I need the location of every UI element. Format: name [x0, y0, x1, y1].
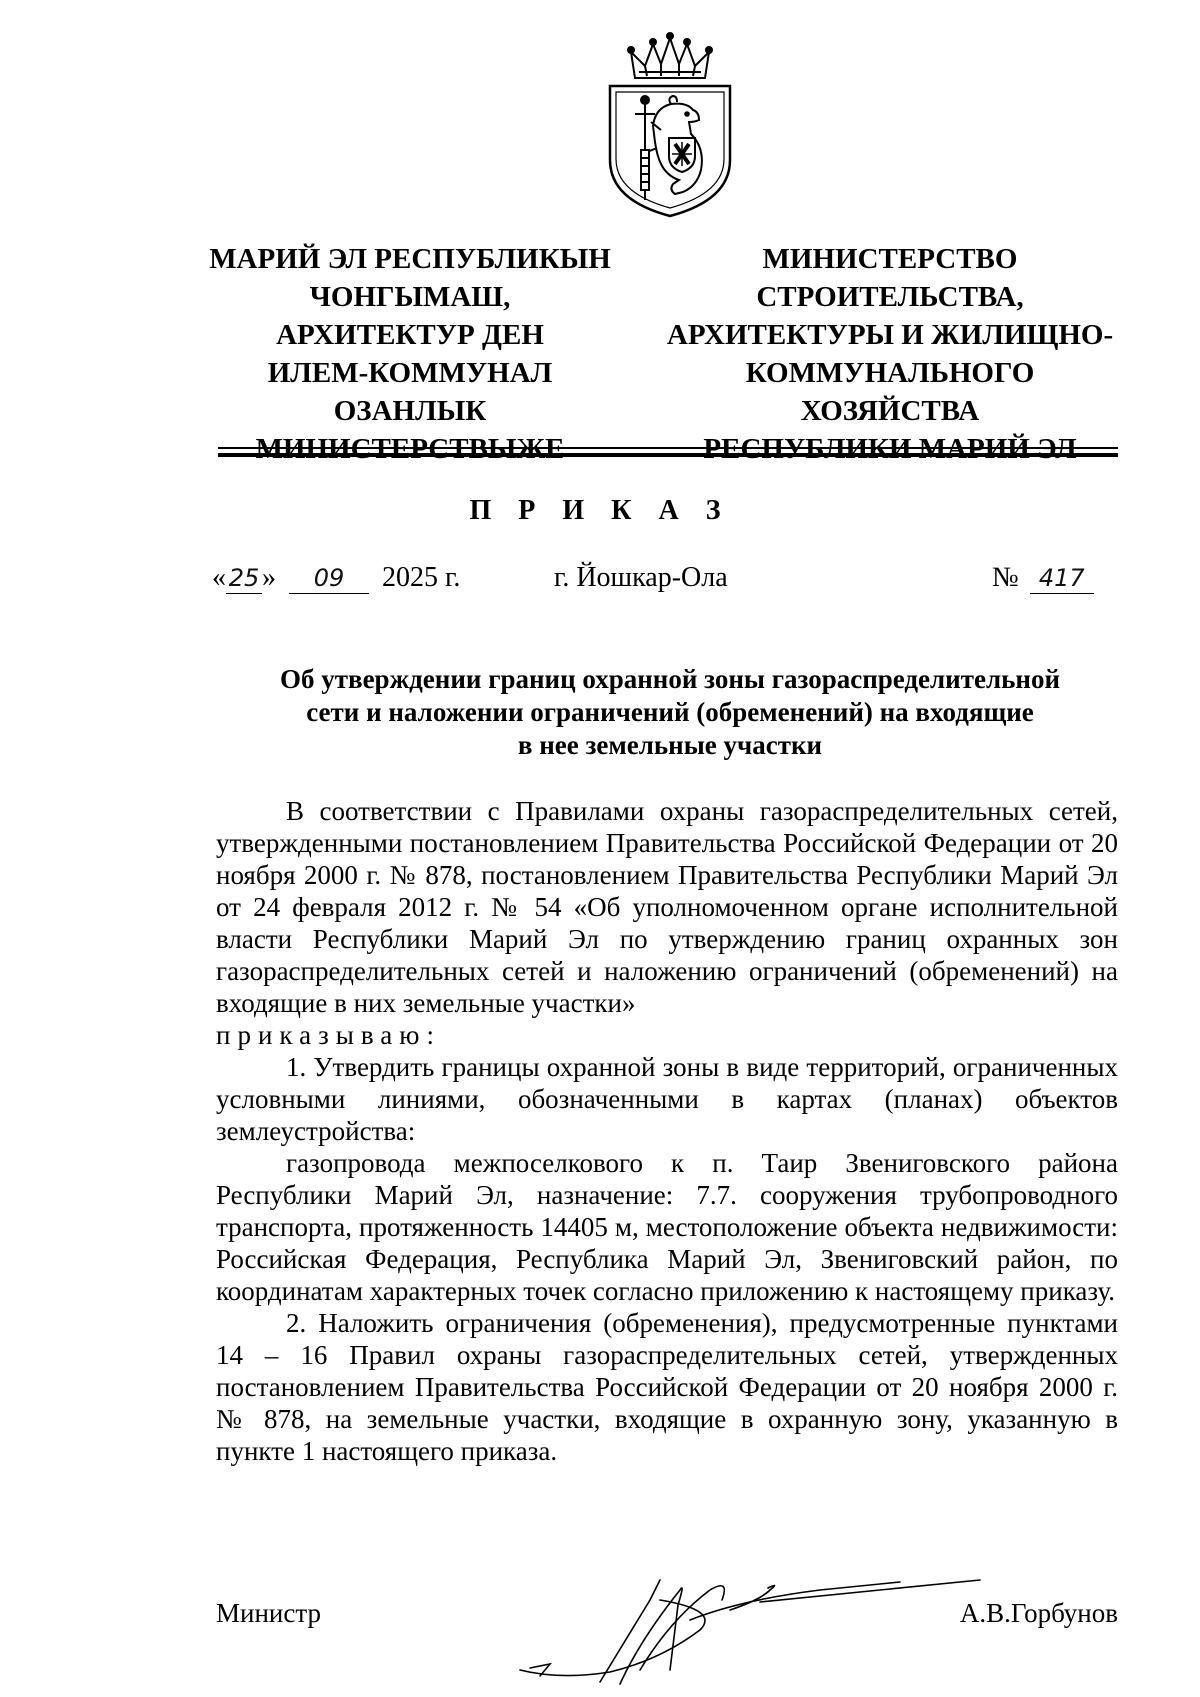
clause-2-paragraph: 2. Наложить ограничения (обременения), предусмотренные пунктами 14 – 16 Правил охраны газораспределительных сетей, утвержденных постановлением Правительства Российской Федерации от 20 ноября 2000 г. № 878, на земельные участки, входящие в охранную зону, указанную в пункте 1 настоящего приказа. [216, 1308, 1118, 1466]
order-date [212, 562, 460, 594]
object-description-paragraph: газопровода межпоселкового к п. Таир Звениговского района Республики Марий Эл, назначение: 7.7. сооружения трубопроводного транспорта, протяженность 14405 м, местоположение объекта недвижимости: Российская Федерация, Республика Марий Эл, Звениговский район, по координатам характерных точек согласно приложению к настоящему приказу. [216, 1148, 1118, 1306]
order-year: 2025 г. [382, 562, 461, 593]
org-name-mari: МАРИЙ ЭЛ РЕСПУБЛИКЫН ЧОНГЫМАШ, АРХИТЕКТУР ДЕН ИЛЕМ-КОММУНАЛ ОЗАНЛЫК МИНИСТЕРСТВЫЖЕ [209, 243, 611, 465]
date-line [212, 562, 1132, 602]
order-day: 25 [226, 563, 262, 594]
order-city: г. Йошкар-Ола [554, 562, 728, 593]
header-divider-thin [218, 447, 1118, 449]
open-quote: « [212, 562, 226, 593]
org-name-russian: МИНИСТЕРСТВО СТРОИТЕЛЬСТВА, АРХИТЕКТУРЫ И ЖИЛИЩНО- КОММУНАЛЬНОГО ХОЗЯЙСТВА РЕСПУБЛИКИ МАРИЙ ЭЛ [666, 243, 1114, 465]
order-month: 09 [289, 563, 369, 594]
coat-of-arms-icon [595, 30, 745, 220]
preamble-paragraph: В соответствии с Правилами охраны газораспределительных сетей, утвержденными постановлением Правительства Российской Федерации от 20 ноября 2000 г. № 878, постановлением Правительства Республики Марий Эл от 24 февраля 2012 г. № 54 «Об уполномоченном органе исполнительной власти Республики Марий Эл по утверждению границ охранных зон газораспределительных сетей и наложению ограничений (обременений) на входящие в них земельные участки» [216, 796, 1118, 1018]
order-title: Об утверждении границ охранной зоны газораспределительной сети и наложении ограничений (обременений) на входящие в нее земельные участки [279, 664, 1061, 760]
clause-1-paragraph: 1. Утвердить границы охранной зоны в виде территорий, ограниченных условными линиями, обозначенными в картах (планах) объектов землеустройства: [216, 1052, 1118, 1146]
close-quote: » [262, 562, 276, 593]
order-number-value: 417 [1030, 563, 1094, 594]
order-word: приказываю: [216, 1020, 441, 1050]
order-number [992, 562, 1094, 594]
handwritten-signature [500, 1560, 1000, 1690]
order-body [216, 795, 1118, 1467]
document-type: П Р И К А З [469, 495, 731, 526]
header-divider-thick [218, 453, 1118, 457]
signer-name: А.В.Горбунов [959, 1598, 1118, 1628]
signer-role: Министр [216, 1598, 321, 1628]
number-label: № [992, 562, 1019, 593]
